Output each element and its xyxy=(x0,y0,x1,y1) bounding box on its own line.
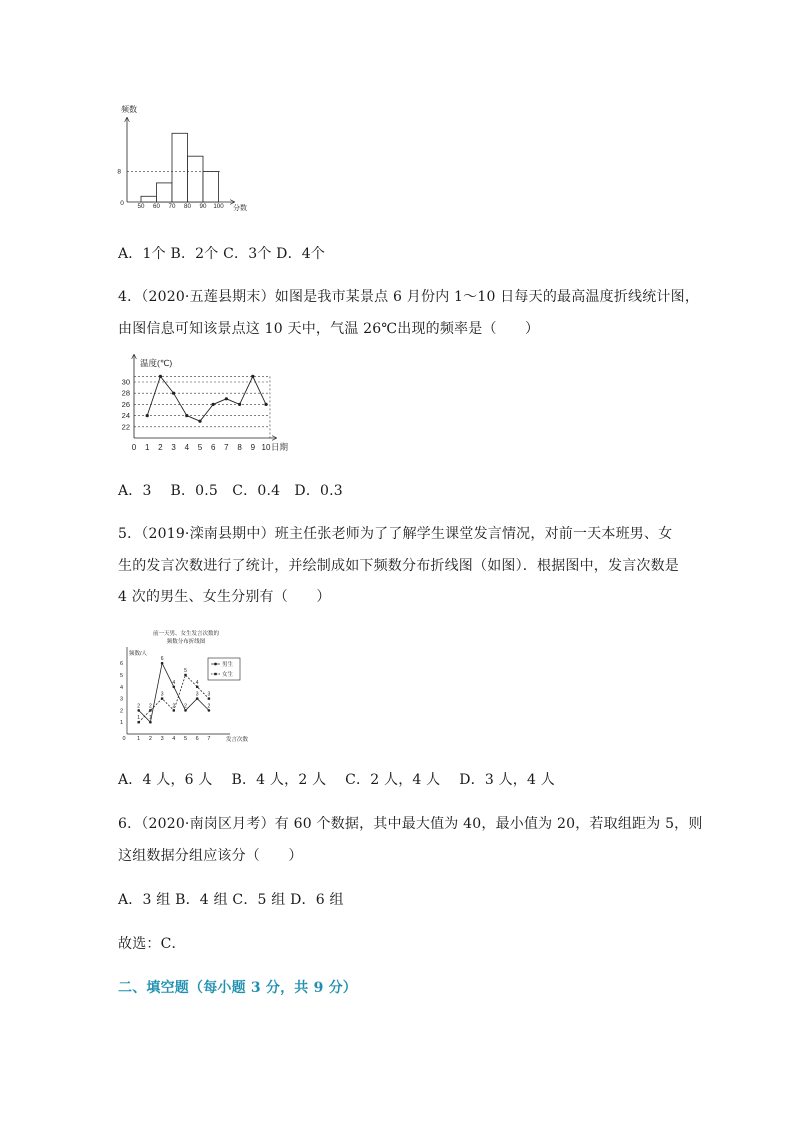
histogram-xtick: 50 xyxy=(137,203,145,210)
temp-xtick: 6 xyxy=(210,443,216,452)
temp-point xyxy=(172,392,175,395)
girls-point xyxy=(208,697,210,699)
q5-stem-line1: 5．（2019·滦南县期中）班主任张老师为了了解学生课堂发言情况，对前一天本班男、女 xyxy=(118,526,673,542)
girls-point xyxy=(173,709,175,711)
temp-ytick: 22 xyxy=(121,422,130,432)
q6-stem-line1: 6．（2020·南岗区月考）有 60 个数据，其中最大值为 40，最小值为 20，若取组距为 5，则 xyxy=(118,816,703,832)
histogram-xlabel: 分数 xyxy=(233,205,247,212)
speak-xlabel: 发言次数 xyxy=(225,737,249,743)
girls-point xyxy=(138,721,140,723)
section-title: 二、填空题（每小题 3 分，共 9 分） xyxy=(118,980,357,996)
temp-point xyxy=(159,375,162,378)
temp-xtick: 0 xyxy=(131,443,137,452)
girls-data-label: 3 xyxy=(160,691,164,698)
q6-options: A．3 组 B．4 组 C．5 组 D．6 组 xyxy=(118,892,344,908)
temp-xtick: 3 xyxy=(171,443,176,452)
speak-ytick: 5 xyxy=(119,673,123,679)
girls-data-label: 3 xyxy=(207,691,211,698)
speak-ytick: 2 xyxy=(119,708,123,715)
temp-ytick: 24 xyxy=(121,411,130,421)
temp-point xyxy=(185,414,188,417)
legend-boys-marker xyxy=(214,663,217,666)
speak-xtick: 3 xyxy=(160,736,164,742)
histogram-chart xyxy=(112,100,262,215)
boys-point xyxy=(149,721,152,724)
temp-xtick: 4 xyxy=(184,443,190,452)
histogram-xtick: 70 xyxy=(168,203,176,210)
speak-ytick: 4 xyxy=(119,684,123,691)
temperature-line-chart xyxy=(112,350,302,455)
temp-xtick: 1 xyxy=(144,443,150,452)
girls-point xyxy=(196,686,198,688)
speak-title-line2: 频数分布折线图 xyxy=(166,639,206,645)
boys-point xyxy=(184,709,187,712)
speak-ytick: 1 xyxy=(119,720,123,727)
temp-point xyxy=(264,403,267,406)
temp-point xyxy=(251,375,254,378)
temp-ytick: 30 xyxy=(121,377,130,387)
histogram-origin: 0 xyxy=(120,200,124,207)
q5-stem-line3: 4 次的男生、女生分别有（ ） xyxy=(118,589,331,605)
temp-xtick: 9 xyxy=(250,443,256,452)
temp-point xyxy=(238,403,241,406)
histogram-bar xyxy=(203,171,219,202)
speak-xtick: 0 xyxy=(122,736,126,742)
temp-xtick: 10 xyxy=(261,443,271,452)
speak-ytick: 6 xyxy=(119,661,123,668)
legend-boys-label: 男生 xyxy=(222,662,234,668)
girls-point xyxy=(184,674,186,676)
speak-xtick: 2 xyxy=(148,736,152,742)
boys-data-label: 2 xyxy=(207,703,211,710)
histogram-ylabel: 频数 xyxy=(121,105,137,114)
speak-title-line1: 前一天男、女生发言次数的 xyxy=(152,631,220,637)
temp-xtick: 5 xyxy=(197,443,203,452)
boys-data-label: 4 xyxy=(172,679,176,686)
girls-data-label: 2 xyxy=(172,703,176,710)
speak-ylabel: 频数/人 xyxy=(129,651,148,657)
speaking-frequency-chart xyxy=(112,625,262,745)
speak-xtick: 4 xyxy=(172,736,176,742)
temp-ylabel: 温度(℃) xyxy=(140,358,173,368)
temp-series-line xyxy=(147,376,266,421)
legend-girls-marker xyxy=(214,673,216,675)
girls-data-label: 1 xyxy=(137,715,141,722)
temp-xtick: 8 xyxy=(237,443,242,452)
girls-data-label: 2 xyxy=(149,703,152,710)
speak-xtick: 7 xyxy=(207,736,211,742)
q4-stem-line2: 由图信息可知该景点这 10 天中，气温 26℃出现的频率是（ ） xyxy=(118,321,540,337)
temp-point xyxy=(146,414,149,417)
q4-stem-line1: 4．（2020·五莲县期末）如图是我市某景点 6 月份内 1～10 日每天的最高温度折线统计图， xyxy=(118,289,700,305)
temp-ytick: 28 xyxy=(121,388,130,398)
histogram-bar xyxy=(172,133,188,202)
speak-ytick: 3 xyxy=(119,696,123,703)
temp-point xyxy=(225,397,228,400)
temp-ytick: 26 xyxy=(121,399,130,409)
histogram-bar xyxy=(188,156,204,202)
boys-data-label: 2 xyxy=(137,703,141,710)
q3-options: A．1个 B．2个 C．3个 D．4个 xyxy=(118,246,326,262)
histogram-xtick: 90 xyxy=(199,203,207,210)
boys-data-label: 1 xyxy=(149,715,152,722)
boys-data-label: 6 xyxy=(160,656,164,663)
q5-stem-line2: 生的发言次数进行了统计，并绘制成如下频数分布折线图（如图）．根据图中，发言次数是 xyxy=(118,558,679,574)
temp-point xyxy=(212,403,215,406)
girls-point xyxy=(161,697,163,699)
boys-point xyxy=(137,709,140,712)
histogram-ytick-8: 8 xyxy=(117,168,121,176)
boys-data-label: 2 xyxy=(184,703,187,710)
histogram-xtick: 60 xyxy=(153,203,160,210)
q6-stem-line2: 这组数据分组应该分（ ） xyxy=(118,848,303,864)
temp-point xyxy=(198,420,201,423)
boys-point xyxy=(173,686,176,689)
histogram-xtick: 80 xyxy=(184,203,191,210)
speak-xtick: 6 xyxy=(195,736,199,742)
girls-point xyxy=(149,709,151,711)
q5-options: A．4 人，6 人 B．4 人，2 人 C．2 人，4 人 D．3 人，4 人 xyxy=(118,772,555,788)
speak-xtick: 1 xyxy=(137,736,141,742)
temp-xlabel: 日期 xyxy=(271,442,289,452)
boys-data-label: 3 xyxy=(195,691,199,698)
girls-data-label: 5 xyxy=(184,668,187,674)
speak-xtick: 5 xyxy=(183,736,188,742)
temp-xtick: 2 xyxy=(158,443,163,452)
boys-point xyxy=(208,709,211,712)
boys-point xyxy=(196,697,199,700)
answer-line: 故选：C． xyxy=(118,936,186,952)
histogram-xtick: 100 xyxy=(213,203,224,210)
temp-xtick: 7 xyxy=(224,443,229,452)
boys-point xyxy=(161,662,164,665)
histogram-bar xyxy=(141,196,157,202)
histogram-bar xyxy=(157,183,173,202)
legend-girls-label: 女生 xyxy=(222,672,234,678)
q4-options: A．3 B．0.5 C．0.4 D．0.3 xyxy=(118,483,343,499)
girls-data-label: 4 xyxy=(195,679,199,686)
